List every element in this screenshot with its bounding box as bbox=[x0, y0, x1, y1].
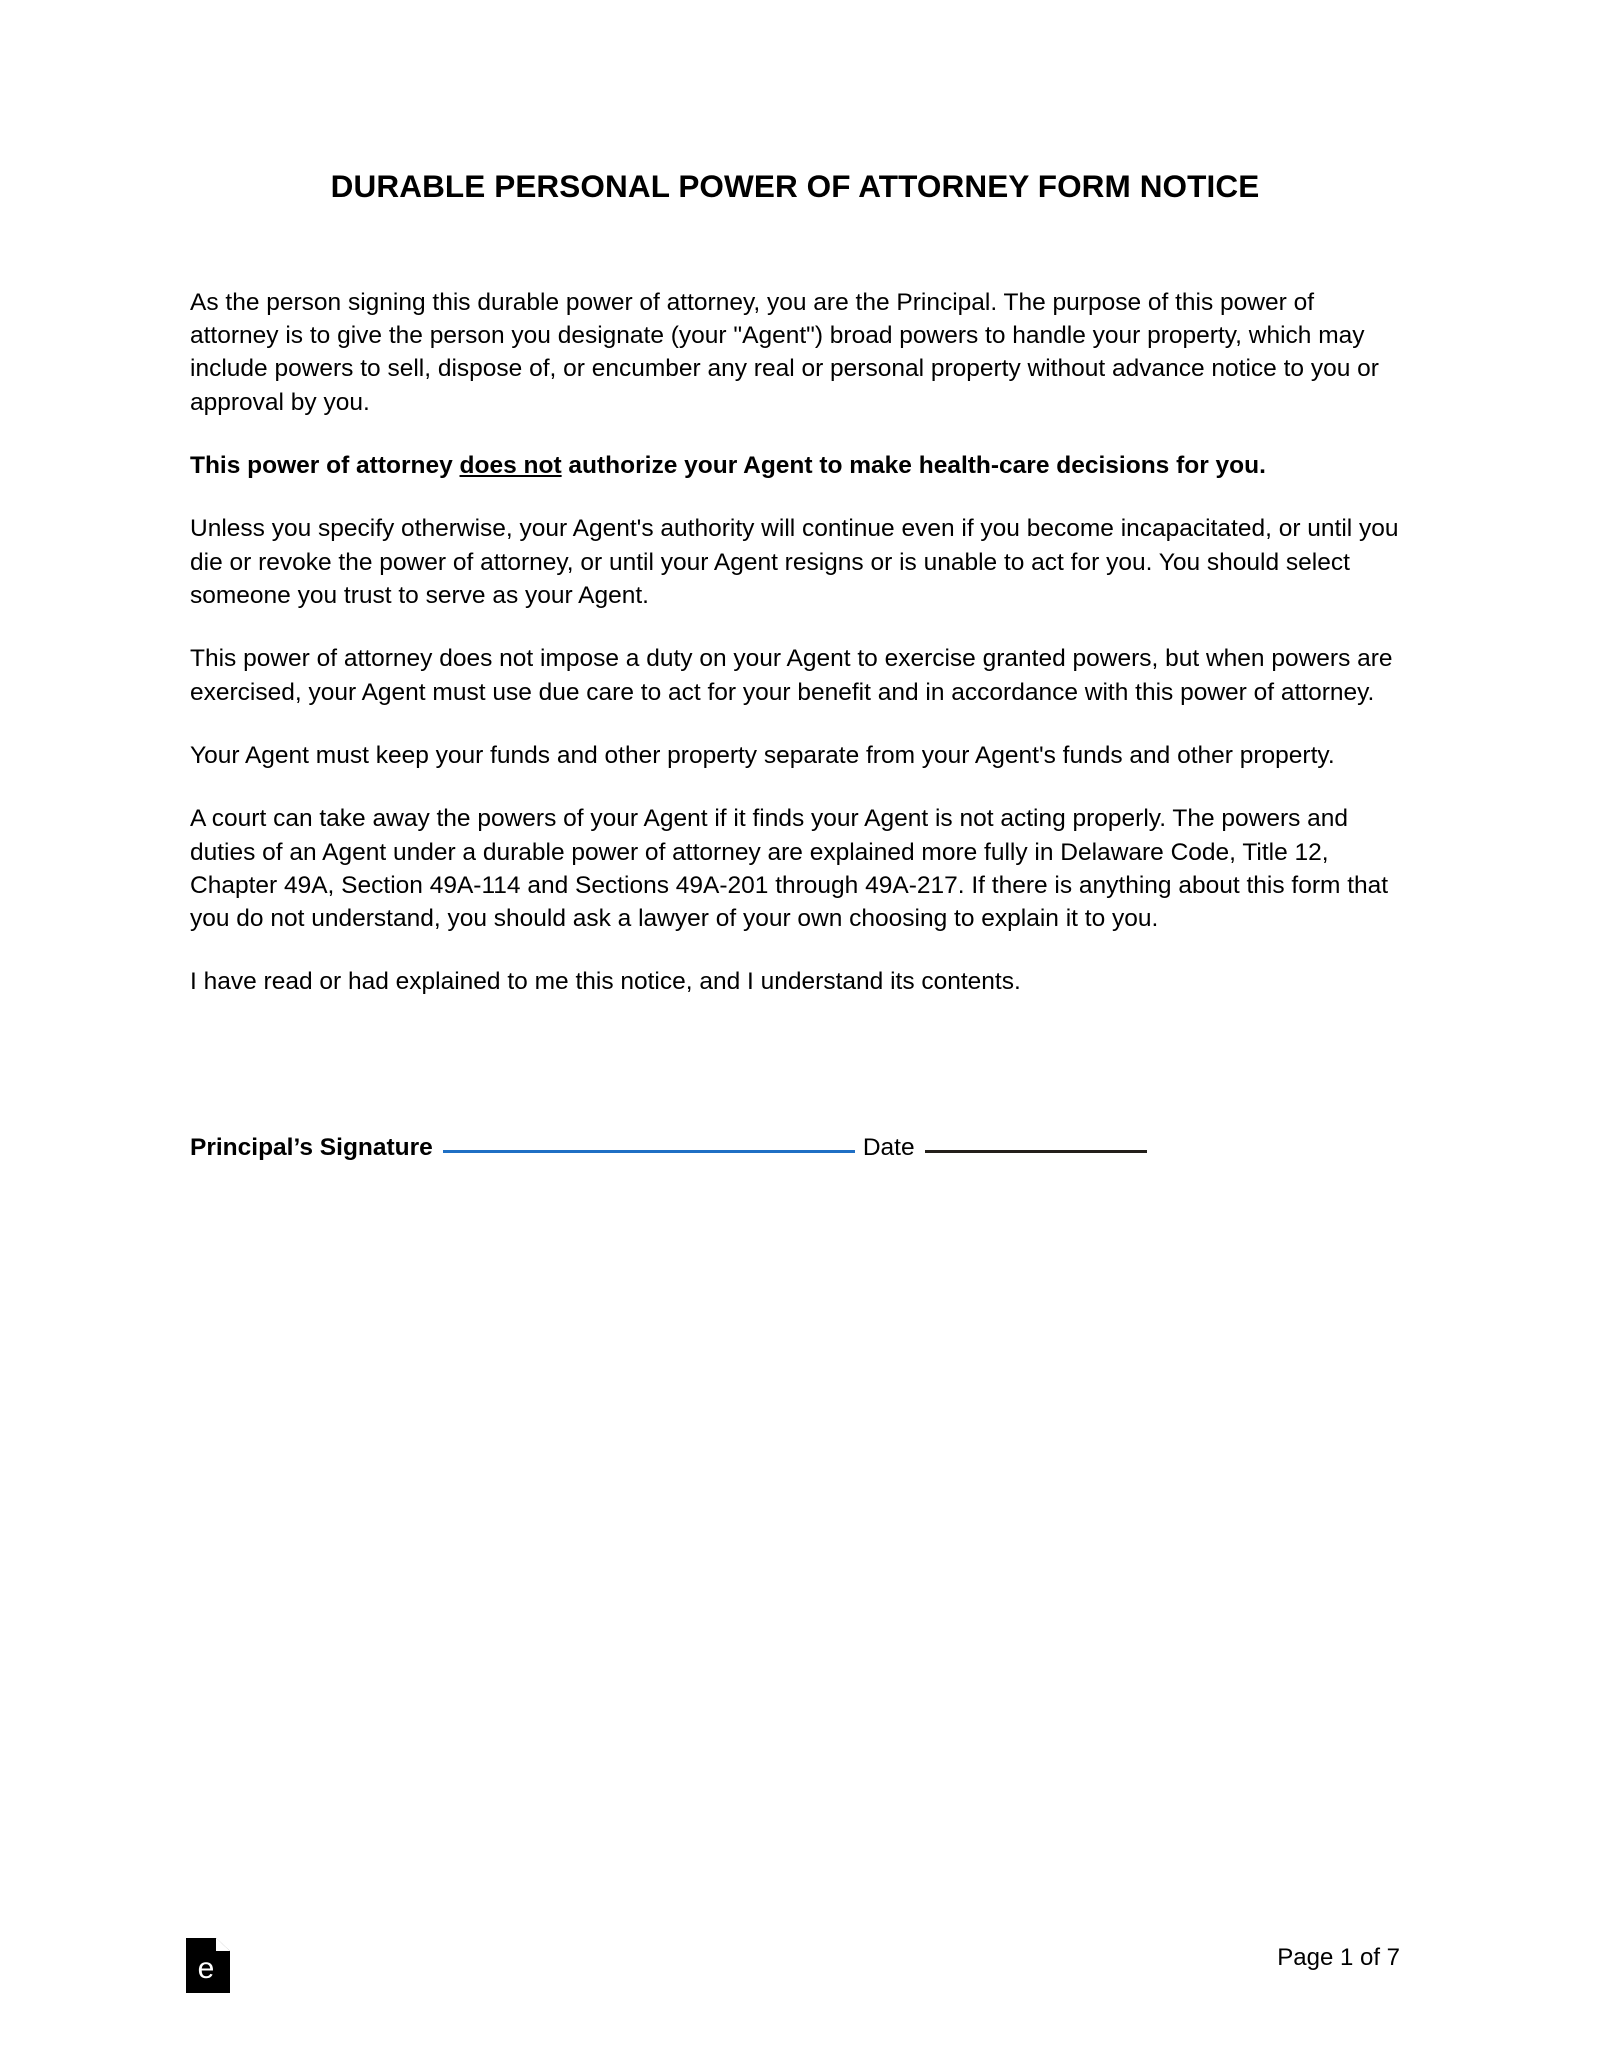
paragraph-duty-due-care: This power of attorney does not impose a duty on your Agent to exercise granted powers, but when powers are exercised, your Agent must use due care to act for your benefit and in accordance with this power of attorney. bbox=[190, 645, 1393, 706]
signature-spacer bbox=[190, 1029, 1400, 1131]
paragraph-court-powers-citation: A court can take away the powers of your Agent if it finds your Agent is not acting properly. The powers and duties of an Agent under a durable power of attorney are explained more fully in Delaware Code, Title 12, Chapter 49A, Section 49A-114 and Sections 49A-201 through 49A-217. If there is anything about this form that you do not understand, you should ask a lawyer of your own choosing to explain it to you. bbox=[190, 805, 1389, 933]
disclaimer-text-before: This power of attorney bbox=[190, 452, 460, 480]
page-title: DURABLE PERSONAL POWER OF ATTORNEY FORM NOTICE bbox=[330, 168, 1260, 204]
paragraph-separate-funds: Your Agent must keep your funds and other property separate from your Agent's funds and other property. bbox=[190, 741, 1335, 769]
paragraph-acknowledgment: I have read or had explained to me this notice, and I understand its contents. bbox=[190, 968, 1021, 996]
principal-signature-field[interactable] bbox=[443, 1149, 855, 1153]
principal-signature-label: Principal’s Signature bbox=[190, 1133, 433, 1161]
signature-row bbox=[190, 1131, 1400, 1164]
disclaimer-emphasis-does-not: does not bbox=[459, 452, 562, 480]
eforms-logo-icon bbox=[186, 1938, 230, 1993]
date-label: Date bbox=[862, 1133, 915, 1161]
paragraph-purpose: As the person signing this durable power of attorney, you are the Principal. The purpose of this power of attorney is to give the person you designate (your "Agent") broad powers to handle your property, which may include powers to sell, dispose of, or encumber any real or personal property without advance notice to you or approval by you. bbox=[190, 288, 1379, 416]
paragraph-authority-duration: Unless you specify otherwise, your Agent's authority will continue even if you become incapacitated, or until you die or revoke the power of attorney, or until your Agent resigns or is unable to act for you. You should select someone you trust to serve as your Agent. bbox=[190, 515, 1399, 609]
notice-body bbox=[190, 286, 1400, 1164]
paragraph-healthcare-disclaimer bbox=[190, 449, 1400, 482]
document-content bbox=[190, 0, 1400, 1164]
date-field[interactable] bbox=[925, 1149, 1147, 1153]
disclaimer-text-after: authorize your Agent to make health-care decisions for you. bbox=[561, 452, 1266, 480]
page-number-label: Page 1 of 7 bbox=[1277, 1944, 1400, 1971]
svg-text:e: e bbox=[197, 1952, 215, 1985]
